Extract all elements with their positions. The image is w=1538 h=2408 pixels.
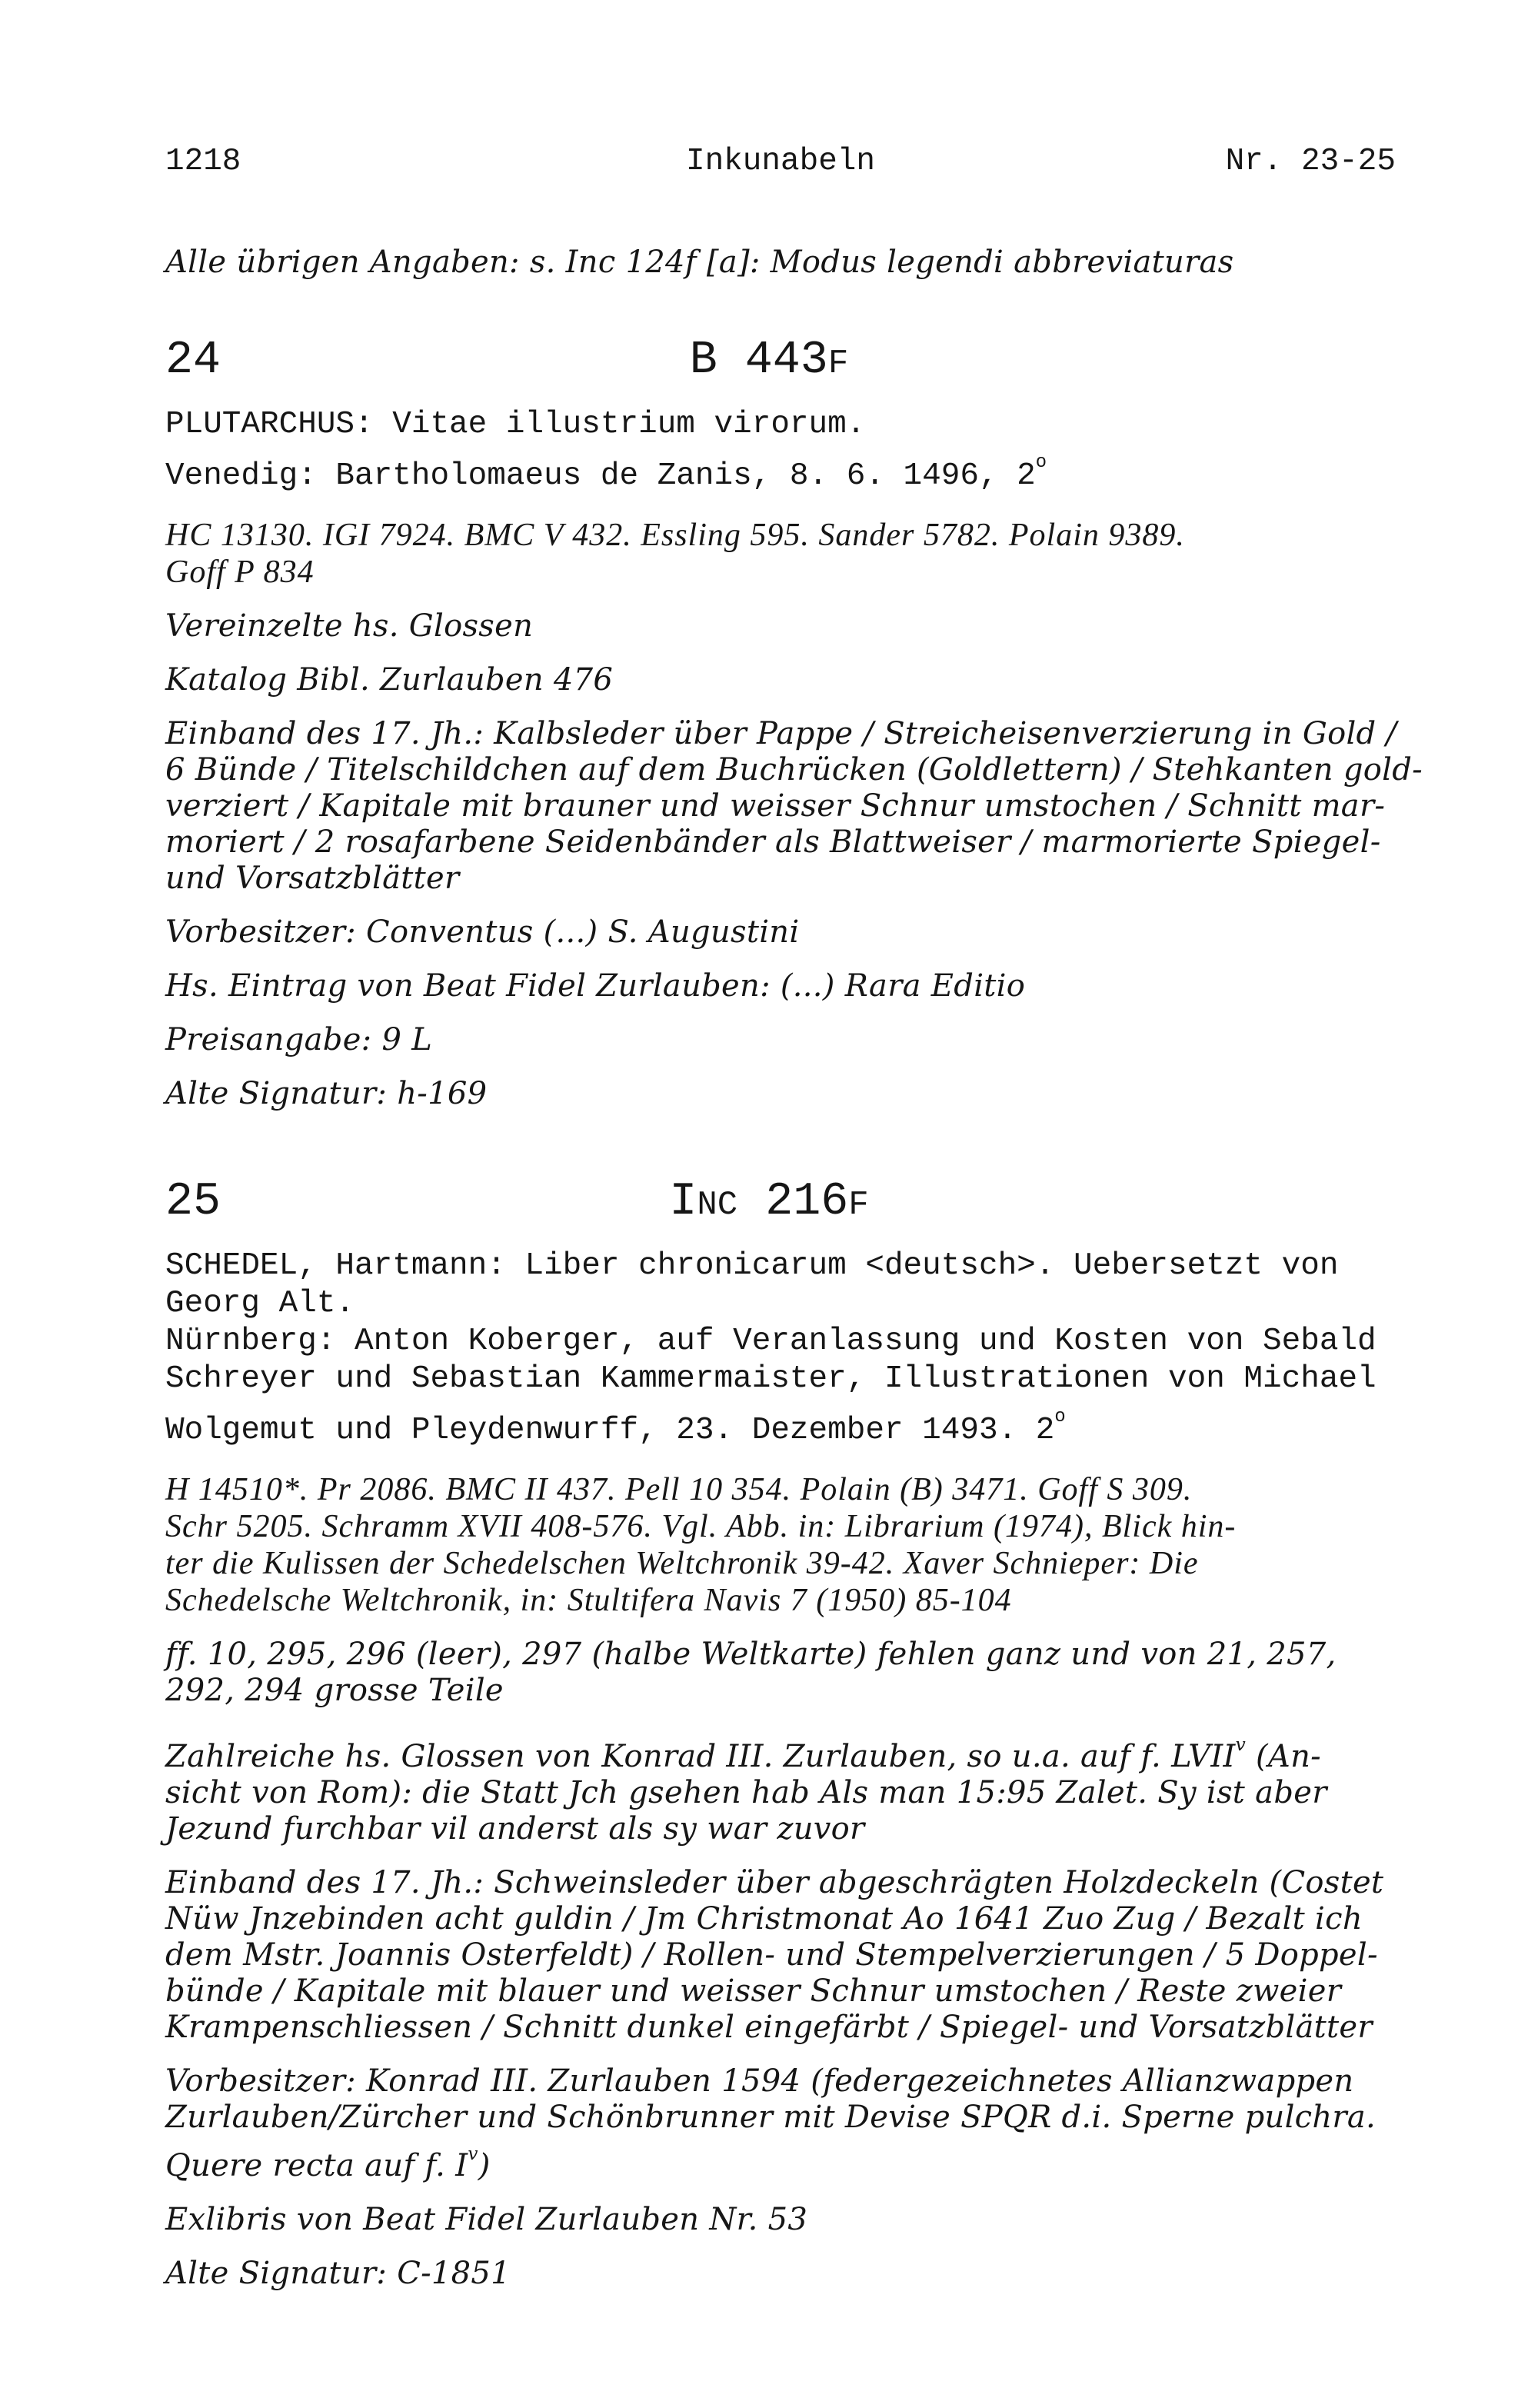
text-line: [165, 1775, 1396, 1811]
text-segment: dem Mstr. Joannis Osterfeldt) / Rollen- und Stempelverzierungen / 5 Doppel-: [165, 1937, 1378, 1973]
text-segment: Wolgemut und Pleydenwurff, 23. Dezember 1493. 2: [165, 1413, 1055, 1449]
entry-head: [165, 1175, 1396, 1235]
text-line: [165, 1937, 1396, 1973]
text-segment: Zahlreiche hs. Glossen von Konrad III. Zurlauben, so u.a. auf f. LVII: [165, 1739, 1236, 1775]
text-segment: HC 13130. IGI 7924. BMC V 432. Essling 595. Sander 5782. Polain 9389.: [165, 518, 1185, 554]
text-segment: Alte Signatur: h-169: [165, 1076, 488, 1112]
text-line: [165, 1865, 1396, 1901]
entry-block: [165, 517, 1396, 591]
page-header: [165, 143, 1396, 180]
text-line: [165, 1811, 1396, 1847]
text-line: [165, 554, 1396, 591]
text-segment: Schreyer und Sebastian Kammermaister, Illustrationen von Michael: [165, 1361, 1377, 1397]
text-segment: Jezund furchbar vil anderst als sy war zuvor: [165, 1811, 865, 1847]
shelfmark-part: NC: [697, 1186, 738, 1225]
text-segment: Quere recta auf f. I: [165, 2148, 468, 2184]
text-segment: Vereinzelte hs. Glossen: [165, 608, 534, 644]
text-line: [165, 914, 1396, 951]
text-line: [165, 608, 1396, 644]
superscript: v: [468, 2143, 478, 2165]
entry-block: [165, 406, 1396, 495]
text-line: [165, 2202, 1396, 2238]
entry-block: [165, 2256, 1396, 2292]
text-segment: und Vorsatzblätter: [165, 861, 460, 897]
entry-block: [165, 1865, 1396, 2046]
catalog-entry: [165, 334, 1423, 1112]
text-line: [165, 1076, 1396, 1112]
text-segment: Schr 5205. Schramm XVII 408-576. Vgl. Abb. in: Librarium (1974), Blick hin-: [165, 1509, 1237, 1545]
general-note: Alle übrigen Angaben: s. Inc 124f [a]: Modus legendi abbreviaturas: [165, 245, 1234, 280]
text-segment: ter die Kulissen der Schedelschen Weltchronik 39-42. Xaver Schnieper: Die: [165, 1546, 1199, 1582]
entry-shelfmark: [165, 1175, 1373, 1237]
text-line: [165, 517, 1396, 554]
shelfmark-part: 216: [737, 1176, 849, 1229]
text-segment: SCHEDEL, Hartmann: Liber chronicarum <deutsch>. Uebersetzt von: [165, 1248, 1339, 1284]
text-line: [165, 968, 1396, 1004]
text-segment: Nüw Jnzebinden acht guldin / Jm Christmonat Ao 1641 Zuo Zug / Bezalt ich: [165, 1901, 1363, 1937]
text-line: [165, 2136, 1396, 2184]
text-segment: 292, 294 grosse Teile: [165, 1673, 504, 1709]
text-line: [165, 2010, 1396, 2046]
text-segment: Katalog Bibl. Zurlauben 476: [165, 662, 614, 698]
text-line: [165, 406, 1396, 444]
shelfmark-part: F: [827, 345, 849, 383]
text-segment: Einband des 17. Jh.: Kalbsleder über Pappe / Streicheisenverzierung in Gold /: [165, 716, 1397, 752]
superscript: o: [1035, 452, 1047, 473]
text-segment: Zurlauben/Zürcher und Schönbrunner mit Devise SPQR d.i. Sperne pulchra.: [165, 2100, 1377, 2136]
text-line: [165, 2256, 1396, 2292]
entry-number: 24: [165, 335, 221, 387]
text-segment: Venedig: Bartholomaeus de Zanis, 8. 6. 1496, 2: [165, 458, 1036, 495]
text-segment: ): [478, 2148, 491, 2184]
entry-block: [165, 1727, 1396, 1847]
entry-block: [165, 716, 1423, 897]
entry-head: [165, 334, 1396, 394]
text-segment: Hs. Eintrag von Beat Fidel Zurlauben: (...) Rara Editio: [165, 968, 1026, 1004]
entry-block: [165, 608, 1396, 644]
text-line: [165, 1637, 1396, 1673]
text-line: [165, 1323, 1396, 1361]
text-line: [165, 824, 1396, 861]
text-segment: Vorbesitzer: Konrad III. Zurlauben 1594 (federgezeichnetes Allianzwappen: [165, 2063, 1354, 2100]
text-segment: Georg Alt.: [165, 1286, 355, 1322]
text-line: [165, 1361, 1396, 1398]
text-line: [165, 1673, 1396, 1709]
text-line: [165, 1022, 1396, 1058]
text-line: [165, 1582, 1396, 1619]
catalog-entry: [165, 1175, 1396, 2292]
text-line: [165, 1973, 1396, 2010]
text-line: [165, 1508, 1396, 1545]
text-segment: Vorbesitzer: Conventus (...) S. Augustini: [165, 914, 800, 951]
text-line: [165, 1545, 1396, 1582]
section-title: Inkunabeln: [685, 144, 876, 179]
text-segment: Krampenschliessen / Schnitt dunkel eingefärbt / Spiegel- und Vorsatzblätter: [165, 2010, 1373, 2046]
text-segment: PLUTARCHUS: Vitae illustrium virorum.: [165, 407, 866, 442]
text-segment: moriert / 2 rosafarbene Seidenbänder als Blattweiser / marmorierte Spiegel-: [165, 824, 1381, 861]
text-segment: Alte Signatur: C-1851: [165, 2256, 511, 2292]
entry-block: [165, 662, 1396, 698]
text-segment: 6 Bünde / Titelschildchen auf dem Buchrücken (Goldlettern) / Stehkanten gold-: [165, 752, 1423, 788]
superscript: v: [1235, 1734, 1246, 1756]
entry-block: [165, 1022, 1396, 1058]
page-number: 1218: [165, 144, 241, 179]
text-line: [165, 1727, 1396, 1775]
text-line: [165, 1247, 1396, 1285]
text-segment: verziert / Kapitale mit brauner und weisser Schnur umstochen / Schnitt mar-: [165, 788, 1386, 824]
text-line: [165, 1398, 1396, 1450]
entry-shelfmark: [165, 334, 1373, 396]
entry-block: [165, 1076, 1396, 1112]
text-line: [165, 788, 1396, 824]
text-line: [165, 444, 1396, 495]
text-segment: H 14510*. Pr 2086. BMC II 437. Pell 10 354. Polain (B) 3471. Goff S 309.: [165, 1472, 1193, 1508]
text-line: [165, 1285, 1396, 1323]
entry-block: [165, 1637, 1396, 1709]
text-line: [165, 2063, 1396, 2100]
text-segment: (An-: [1245, 1739, 1321, 1775]
entry-block: [165, 914, 1396, 951]
entry-range: Nr. 23-25: [1225, 144, 1396, 179]
text-segment: Goff P 834: [165, 555, 315, 591]
entry-block: [165, 2063, 1396, 2184]
text-segment: ff. 10, 295, 296 (leer), 297 (halbe Weltkarte) fehlen ganz und von 21, 257,: [165, 1637, 1337, 1673]
text-segment: Exlibris von Beat Fidel Zurlauben Nr. 53: [165, 2202, 808, 2238]
text-segment: sicht von Rom): die Statt Jch gsehen hab Als man 15:95 Zalet. Sy ist aber: [165, 1775, 1327, 1811]
text-segment: bünde / Kapitale mit blauer und weisser Schnur umstochen / Reste zweier: [165, 1973, 1342, 2010]
shelfmark-part: I: [669, 1176, 697, 1229]
text-line: [165, 2100, 1396, 2136]
text-line: [165, 1471, 1396, 1508]
shelfmark-part: B 443: [689, 335, 828, 387]
entry-block: [165, 2202, 1396, 2238]
text-line: [165, 716, 1396, 752]
entry-block: [165, 1247, 1396, 1450]
superscript: o: [1054, 1407, 1066, 1428]
entry-block: [165, 1471, 1396, 1619]
entry-number: 25: [165, 1176, 221, 1229]
text-line: [165, 861, 1396, 897]
text-line: [165, 662, 1396, 698]
text-line: [165, 1901, 1396, 1937]
shelfmark-part: F: [848, 1186, 869, 1225]
text-segment: Nürnberg: Anton Koberger, auf Veranlassung und Kosten von Sebald: [165, 1324, 1377, 1360]
text-line: [165, 752, 1423, 788]
text-segment: Schedelsche Weltchronik, in: Stultifera Navis 7 (1950) 85-104: [165, 1583, 1012, 1619]
entries: [165, 334, 1423, 2292]
text-segment: Einband des 17. Jh.: Schweinsleder über abgeschrägten Holzdeckeln (Costet: [165, 1865, 1384, 1901]
entry-block: [165, 968, 1396, 1004]
text-segment: Preisangabe: 9 L: [165, 1022, 433, 1058]
